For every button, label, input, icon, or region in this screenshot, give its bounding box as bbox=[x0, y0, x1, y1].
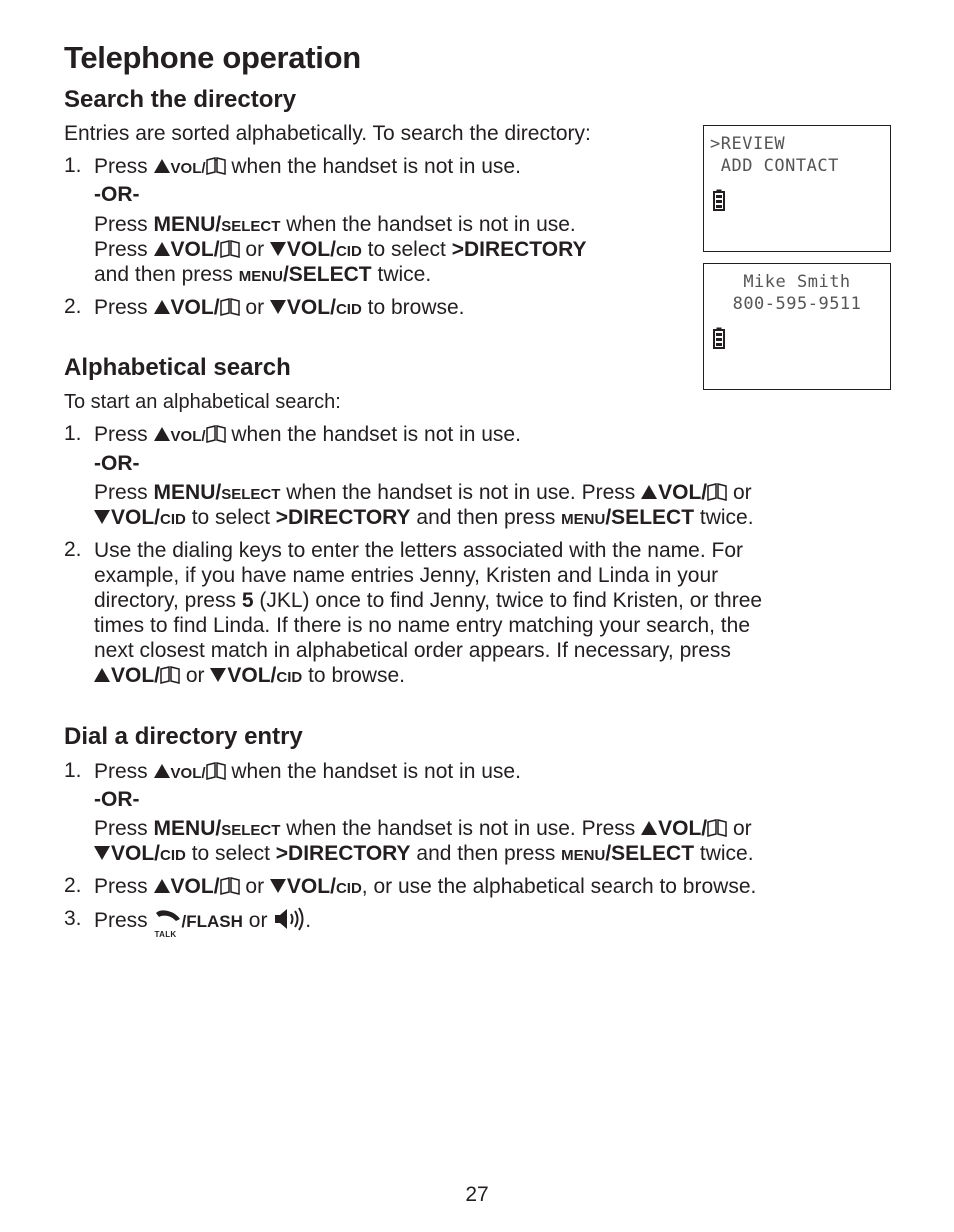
talk-phone-icon bbox=[154, 909, 182, 939]
page-number: 27 bbox=[465, 1183, 489, 1206]
dial-step2: Press VOL/ or VOL/CID, or use the alphabetical search to browse. bbox=[94, 875, 757, 898]
section-heading-dial: Dial a directory entry bbox=[64, 723, 303, 750]
search-step1-line2: Press MENU/SELECT when the handset is not in use. bbox=[94, 213, 576, 236]
lcd-screen-review bbox=[703, 125, 891, 252]
alpha-step2-line: VOL/ or VOL/CID to browse. bbox=[94, 663, 405, 690]
or-separator: -OR- bbox=[94, 183, 140, 206]
directory-book-icon bbox=[220, 298, 240, 316]
alpha-step2-line: directory, press 5 (JKL) once to find Jenny, twice to find Kristen, or three bbox=[94, 589, 763, 612]
search-intro: Entries are sorted alphabetically. To search the directory: bbox=[64, 122, 591, 145]
search-step1-line1: Press VOL/ when the handset is not in use. bbox=[94, 155, 521, 178]
up-triangle-icon bbox=[641, 485, 657, 499]
alpha-step1-line3: VOL/CID to select >DIRECTORY and then press MENU/SELECT twice. bbox=[94, 505, 754, 532]
down-triangle-icon bbox=[270, 879, 286, 893]
dial-step1-line2: Press MENU/SELECT when the handset is not in use. Press VOL/ or bbox=[94, 817, 752, 840]
battery-icon bbox=[713, 189, 725, 211]
lcd-line: Mike Smith bbox=[743, 272, 851, 292]
directory-book-icon bbox=[206, 425, 226, 443]
step-number: 1. bbox=[64, 422, 82, 445]
up-triangle-icon bbox=[154, 159, 170, 173]
search-step1-line4: and then press MENU/SELECT twice. bbox=[94, 263, 432, 286]
directory-book-icon bbox=[220, 240, 240, 258]
down-triangle-icon bbox=[270, 242, 286, 256]
up-triangle-icon bbox=[154, 427, 170, 441]
alpha-intro: To start an alphabetical search: bbox=[64, 391, 341, 413]
directory-book-icon bbox=[707, 819, 727, 837]
section-heading-search: Search the directory bbox=[64, 86, 297, 113]
battery-icon bbox=[713, 327, 725, 349]
directory-book-icon bbox=[160, 666, 180, 684]
directory-book-icon bbox=[206, 157, 226, 175]
step-number: 3. bbox=[64, 907, 82, 930]
alpha-step1-line1: Press VOL/ when the handset is not in use. bbox=[94, 423, 521, 446]
section-heading-alpha: Alphabetical search bbox=[64, 354, 291, 381]
up-triangle-icon bbox=[94, 668, 110, 682]
alpha-step2-line: Use the dialing keys to enter the letters associated with the name. For bbox=[94, 539, 744, 562]
alpha-step2-line: next closest match in alphabetical order appears. If necessary, press bbox=[94, 639, 731, 662]
down-triangle-icon bbox=[94, 510, 110, 524]
down-triangle-icon bbox=[94, 846, 110, 860]
down-triangle-icon bbox=[210, 668, 226, 682]
step-number: 1. bbox=[64, 759, 82, 782]
up-triangle-icon bbox=[154, 879, 170, 893]
step-number: 2. bbox=[64, 538, 82, 561]
directory-book-icon bbox=[220, 877, 240, 895]
search-step2: Press VOL/ or VOL/CID to browse. bbox=[94, 296, 465, 319]
directory-book-icon bbox=[707, 483, 727, 501]
directory-book-icon bbox=[206, 762, 226, 780]
step-number: 2. bbox=[64, 295, 82, 318]
alpha-step2-line: times to find Linda. If there is no name entry matching your search, the bbox=[94, 614, 751, 637]
up-triangle-icon bbox=[154, 764, 170, 778]
down-triangle-icon bbox=[270, 300, 286, 314]
lcd-line: 800-595-9511 bbox=[732, 294, 862, 314]
or-separator: -OR- bbox=[94, 788, 140, 811]
talk-label: TALK bbox=[154, 930, 177, 939]
or-separator: -OR- bbox=[94, 452, 140, 475]
lcd-line: >REVIEW bbox=[710, 134, 786, 154]
page-title: Telephone operation bbox=[64, 40, 361, 75]
lcd-screen-contact bbox=[703, 263, 891, 390]
dial-step3: Press TALK /FLASH or . bbox=[94, 907, 311, 934]
up-triangle-icon bbox=[154, 242, 170, 256]
dial-step1-line3: VOL/CID to select >DIRECTORY and then press MENU/SELECT twice. bbox=[94, 841, 754, 868]
up-triangle-icon bbox=[641, 821, 657, 835]
alpha-step2-line: example, if you have name entries Jenny, Kristen and Linda in your bbox=[94, 564, 719, 587]
search-step1-line3: Press VOL/ or VOL/CID to select >DIRECTORY bbox=[94, 238, 587, 261]
lcd-line: ADD CONTACT bbox=[710, 156, 839, 176]
dial-step1-line1: Press VOL/ when the handset is not in use. bbox=[94, 760, 521, 783]
speaker-icon bbox=[273, 907, 305, 931]
alpha-step1-line2: Press MENU/SELECT when the handset is not in use. Press VOL/ or bbox=[94, 481, 752, 504]
up-triangle-icon bbox=[154, 300, 170, 314]
step-number: 1. bbox=[64, 154, 82, 177]
step-number: 2. bbox=[64, 874, 82, 897]
